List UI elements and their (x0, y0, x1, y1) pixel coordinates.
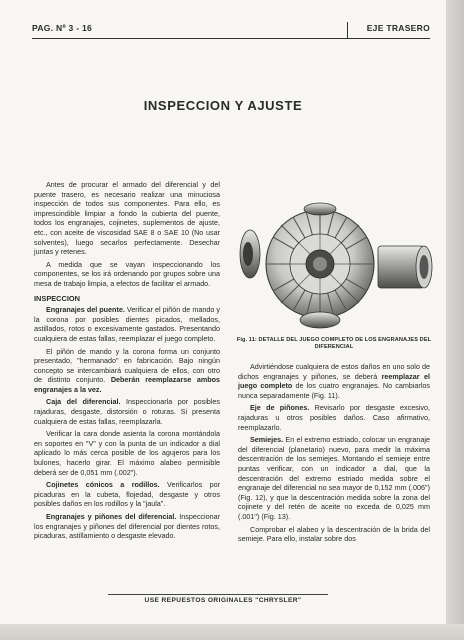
lead-cojinetes: Cojinetes cónicos a rodillos. (46, 480, 160, 490)
lead-caja-diferencial: Caja del diferencial. (46, 397, 121, 407)
lead-eje-pinones: Eje de piñones. (250, 403, 310, 413)
text-advirtiendose: Advirtiéndose cualquiera de estos daños en uno solo de dichos engranajes y piñones, se deberá (238, 362, 430, 381)
left-axle-gear (240, 230, 260, 278)
header-rule (32, 38, 430, 39)
intro-paragraph-1: Antes de procurar el armado del diferencial y del puente trasero, es necesario realizar una minuciosa inspección de todos sus componentes. Para ello, es imprescindible limpiar a fondo la cubierta del puente, todos los engranajes, cojinetes, suplementos de ajuste, etc., con aceite de viscosidad SAE 8 o SAE 10 (No usar solventes), luego secarlos perfectamente. Desechar juntas y retenes. (34, 180, 220, 257)
header-divider (347, 22, 348, 38)
text-engranajes-puente: Verificar el piñón de mando y la corona por posibles dientes picados, mellados, astillados, rotos o excesivamente gastados. Presentando cualquiera de estas fallas, reemplazar el juego completo. (34, 305, 220, 343)
text-comprobar-alabeo: Comprobar el alabeo y la descentración de la brida del semieje. Para ello, instalar sobre dos (238, 524, 430, 544)
text-engranajes-diferencial: Inspeccionar los engranajes y piñones del diferencial por dientes rotos, picaduras, astillamiento o desgaste elevado. (34, 512, 221, 541)
bold-notice: Deberán reemplazarse ambos engranajes a la vez. (34, 375, 220, 394)
page-header (32, 23, 430, 37)
paragraph-cojinetes (34, 480, 220, 509)
paragraph-eje-pinones (238, 403, 430, 432)
lead-engranajes-puente: Engranajes del puente. (46, 305, 125, 315)
paragraph-caja-diferencial (34, 397, 220, 426)
paragraph-engranajes-puente (34, 305, 220, 343)
page-footer: USE REPUESTOS ORIGINALES "CHRYSLER" (144, 597, 302, 604)
right-axle-gear (378, 246, 432, 288)
paragraph-pinon-corona (34, 347, 220, 395)
text-cojinetes: Verificarlos por picaduras en la cubeta, flojedad, desgaste y otros posibles daños en los rodillos y la "jaula". (34, 480, 220, 509)
page-title: INSPECCION Y AJUSTE (143, 98, 303, 113)
paragraph-verificar-cara (34, 429, 220, 477)
text-verificar-cara: Verificar la cara donde asienta la corona montándola en soportes en "V" y con la punta de un indicador a dial aplicado lo más cerca posible de los agujeros para los bulones, hacerlo girar. El máximo alabeo permisible deberá ser de 0,051 mm (.002"). (34, 429, 220, 477)
text-eje-pinones: Revisarlo por desgaste excesivo, rajaduras u otros posibles daños. Caso afirmativo, reemplazarlo. (238, 403, 430, 432)
text-caja-diferencial: Inspeccionarla por posibles rajaduras, desgaste, distorsión o roturas. Si presenta cualquiera de estas fallas, reemplazarla. (34, 397, 220, 426)
paragraph-engranajes-diferencial (34, 512, 220, 541)
section-title: EJE TRASERO (366, 23, 430, 33)
gear-cluster (266, 203, 374, 328)
bold-juego-completo: reemplazar el juego completo (238, 371, 430, 391)
paragraph-comprobar-alabeo (238, 525, 430, 544)
differential-gears-illustration (228, 196, 438, 334)
paragraph-advirtiendose (238, 362, 430, 400)
inspection-heading: INSPECCION (34, 293, 80, 303)
figure-caption: Fig. 11: DETALLE DEL JUEGO COMPLETO DE LOS ENGRANAJES DEL DIFERENCIAL (236, 337, 432, 350)
text-advirtiendose-tail: de los cuatro engranajes. No cambiarlos nunca separadamente (Fig. 11). (238, 381, 430, 400)
page-edge-right (446, 0, 464, 640)
footer-rule (108, 594, 328, 595)
page-number: PAG. Nº 3 - 16 (32, 23, 93, 33)
intro-paragraph-2: A medida que se vayan inspeccionando los componentes, se los irá ordenando por grupos sobre una mesa de trabajo limpia, a efectos de facilitar el armado. (34, 259, 220, 288)
lead-engranajes-diferencial: Engranajes y piñones del diferencial. (46, 512, 177, 521)
text-semiejes: En el extremo estriado, colocar un engranaje del diferencial (planetario) nuevo, para medir la máxima descentración de los semiejes. Montando el semieje entre puntas verificar, con un indicador a dial, que la descentración del extremo estriado medida sobre el engranaje del diferencial no sea mayor de 0,152 mm (.006") (Fig. 12), y que la descentración medida sobre la zona del cojinete y del retén de aceite no exceda de 0,025 mm (.001") (Fig. 13). (238, 435, 430, 521)
left-column (34, 180, 220, 544)
text-pinon-corona: El piñón de mando y la corona forma un conjunto presentado, "hermanado" en fabricación. Bajo ningún concepto se intercambiará cualquiera de ellos, con otro de distinto conjunto. (34, 346, 220, 385)
paragraph-semiejes (238, 435, 430, 521)
page-edge-bottom (0, 624, 464, 640)
right-column (238, 362, 430, 547)
lead-semiejes: Semiejes. (250, 435, 284, 445)
